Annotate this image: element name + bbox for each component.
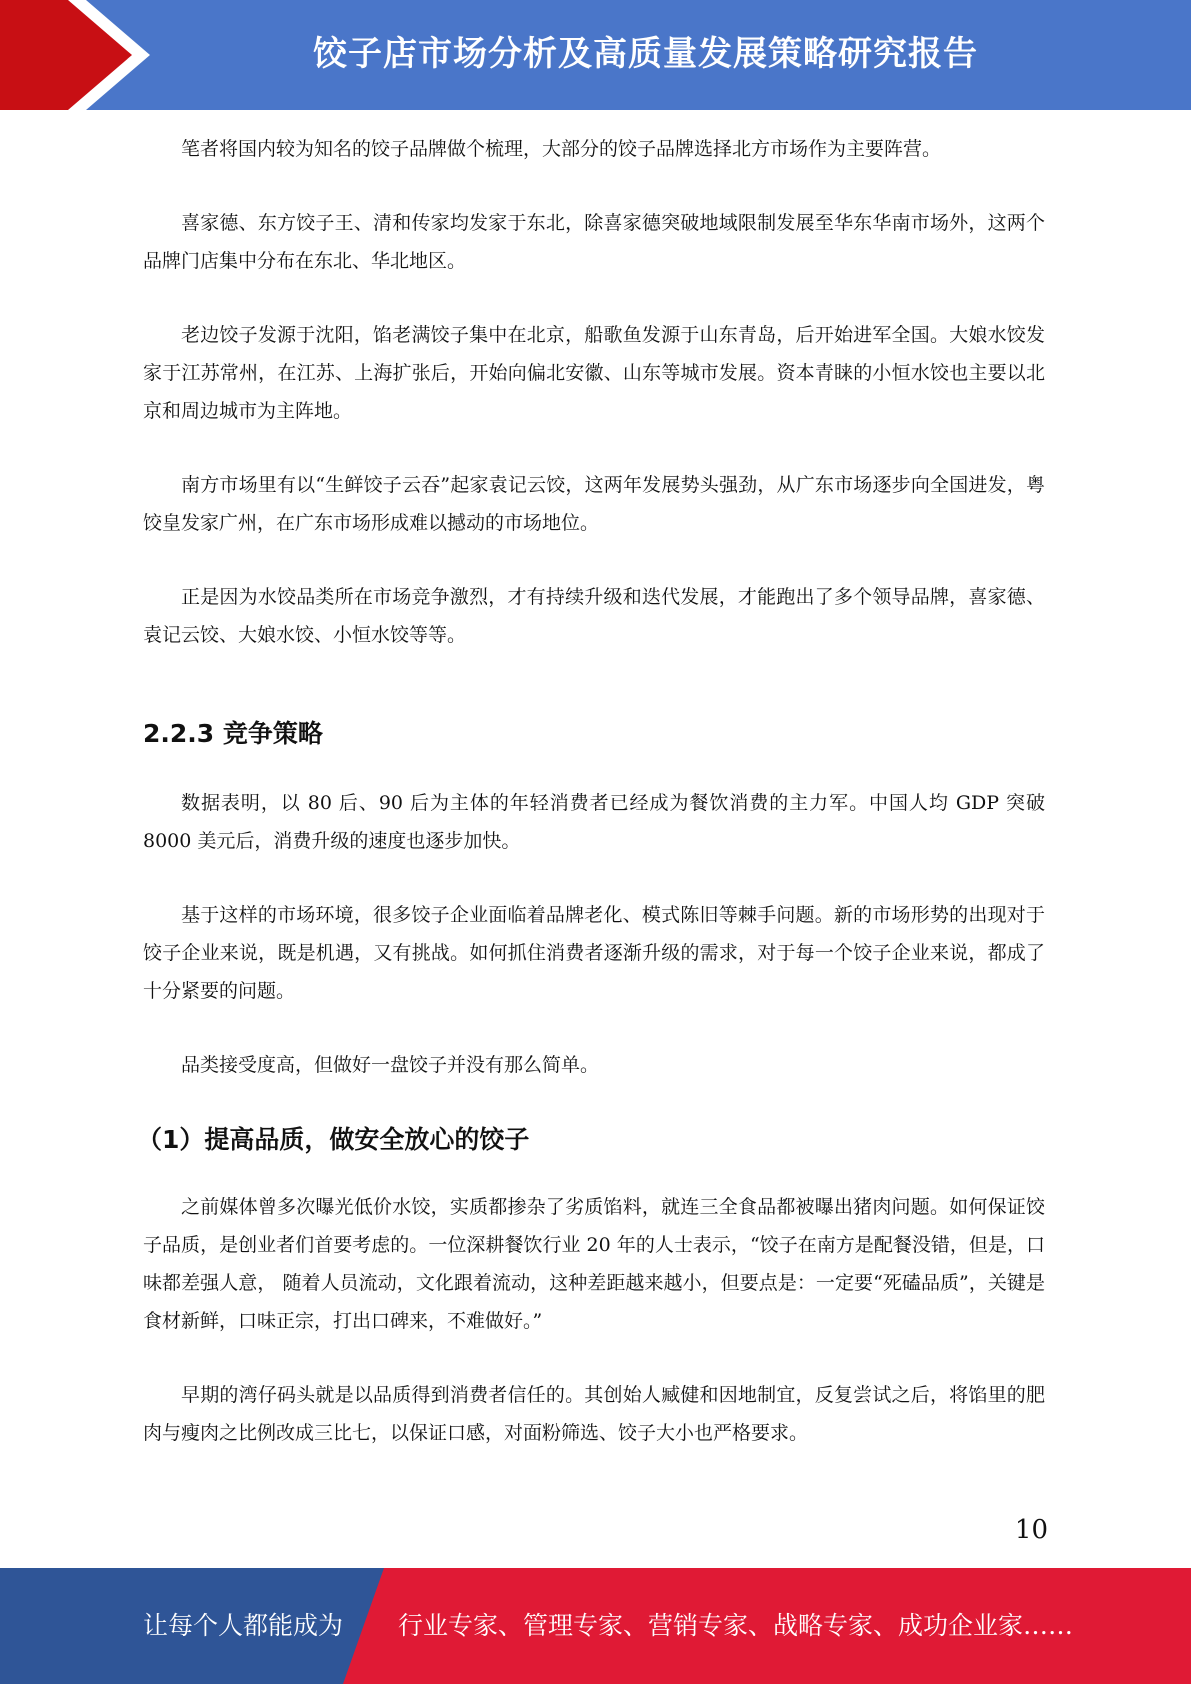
paragraph: 南方市场里有以“生鲜饺子云吞”起家袁记云饺，这两年发展势头强劲，从广东市场逐步向全国进发，粤饺皇发家广州，在广东市场形成难以撼动的市场地位。 (143, 474, 1045, 534)
paragraph: 基于这样的市场环境，很多饺子企业面临着品牌老化、模式陈旧等棘手问题。新的市场形势的出现对于饺子企业来说，既是机遇，又有挑战。如何抓住消费者逐渐升级的需求，对于每一个饺子企业来说，都成了十分紧要的问题。 (143, 904, 1045, 1002)
paragraph: 老边饺子发源于沈阳，馅老满饺子集中在北京，船歌鱼发源于山东青岛，后开始进军全国。大娘水饺发家于江苏常州，在江苏、上海扩张后，开始向偏北安徽、山东等城市发展。资本青睐的小恒水饺也主要以北京和周边城市为主阵地。 (143, 324, 1045, 422)
page-header (0, 0, 1191, 110)
header-arrow-decoration (0, 0, 160, 110)
paragraph: 早期的湾仔码头就是以品质得到消费者信任的。其创始人臧健和因地制宜，反复尝试之后，将馅里的肥肉与瘦肉之比例改成三比七，以保证口感，对面粉筛选、饺子大小也严格要求。 (143, 1384, 1045, 1444)
page-content (137, 130, 1045, 1488)
paragraph: 笔者将国内较为知名的饺子品牌做个梳理，大部分的饺子品牌选择北方市场作为主要阵营。 (181, 138, 942, 160)
paragraph: 数据表明，以 80 后、90 后为主体的年轻消费者已经成为餐饮消费的主力军。中国人均 GDP 突破 8000 美元后，消费升级的速度也逐步加快。 (143, 792, 1045, 852)
document-title: 饺子店市场分析及高质量发展策略研究报告 (313, 34, 978, 74)
section-heading: 2.2.3 竞争策略 (143, 719, 323, 748)
paragraph: 正是因为水饺品类所在市场竞争激烈，才有持续升级和迭代发展，才能跑出了多个领导品牌，喜家德、袁记云饺、大娘水饺、小恒水饺等等。 (143, 586, 1045, 646)
page-footer (0, 1568, 1191, 1684)
footer-slogan-left: 让每个人都能成为 (143, 1611, 344, 1640)
subsection-heading: （1）提高品质，做安全放心的饺子 (137, 1125, 530, 1154)
page-number: 10 (1014, 1515, 1048, 1545)
paragraph: 之前媒体曾多次曝光低价水饺，实质都掺杂了劣质馅料，就连三全食品都被曝出猪肉问题。如何保证饺子品质，是创业者们首要考虑的。一位深耕餐饮行业 20 年的人士表示，“饺子在南方是配餐没错，但是，口味都差强人意， 随着人员流动，文化跟着流动，这种差距越来越小，但要点是：一定要“死磕品质”，关键是食材新鲜，口味正宗，打出口碑来，不难做好。” (143, 1196, 1045, 1332)
paragraph: 品类接受度高，但做好一盘饺子并没有那么简单。 (181, 1054, 600, 1076)
footer-slogan-right: 行业专家、管理专家、营销专家、战略专家、成功企业家…… (398, 1611, 1074, 1640)
paragraph: 喜家德、东方饺子王、清和传家均发家于东北，除喜家德突破地域限制发展至华东华南市场外，这两个品牌门店集中分布在东北、华北地区。 (143, 212, 1045, 272)
